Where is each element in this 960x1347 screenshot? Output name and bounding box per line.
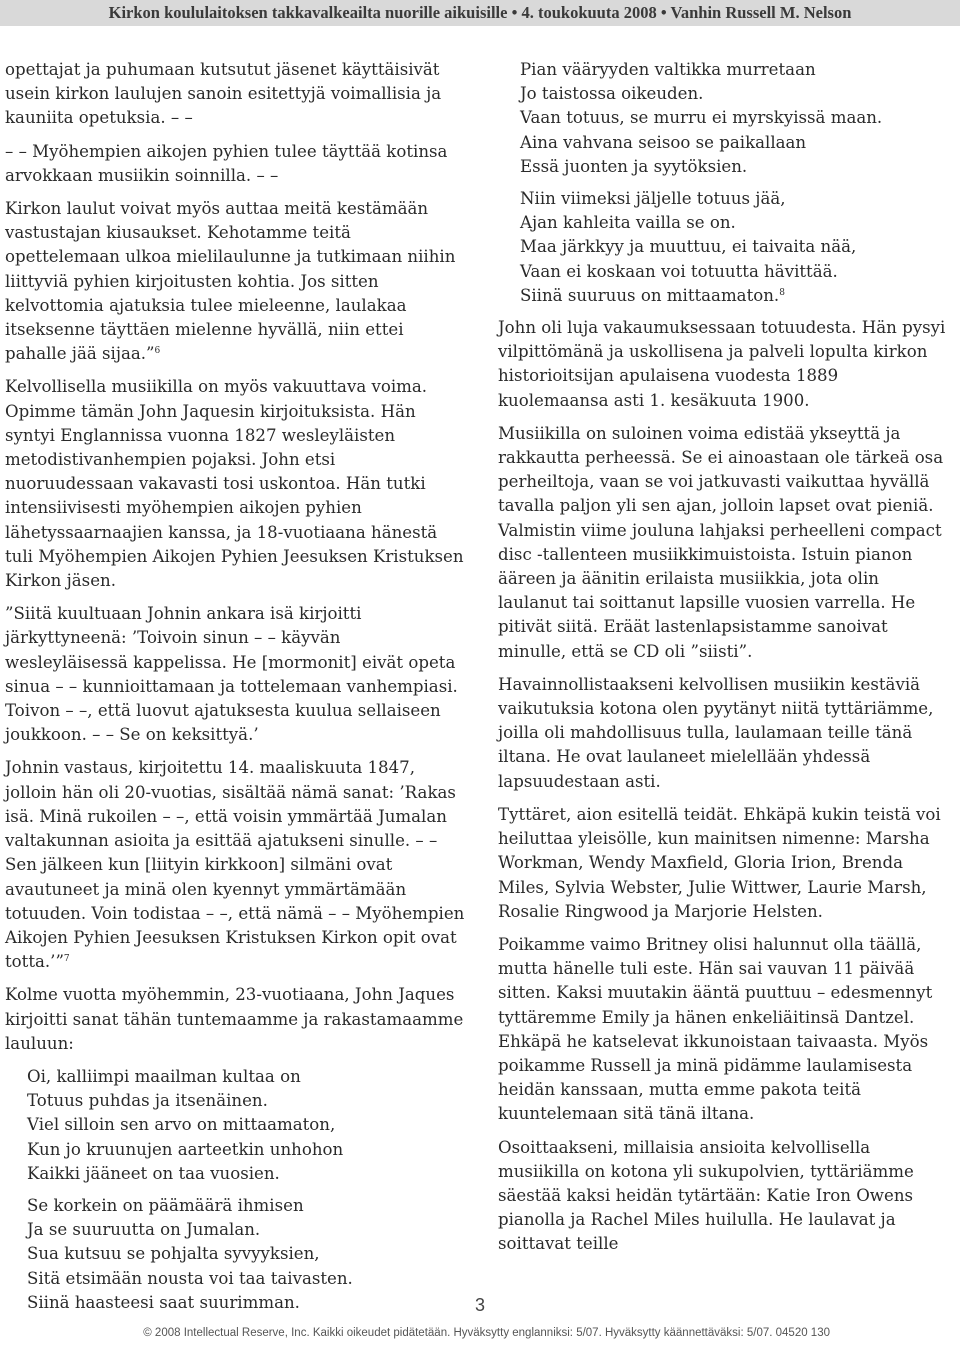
paragraph — [5, 197, 465, 366]
verse-line: Kun jo kruunujen aarteetkin unhohon — [27, 1139, 344, 1159]
verse-line: Vaan totuus, se murru ei myrskyissä maan. — [520, 108, 883, 128]
paragraph: Musiikilla on suloinen voima edistää ykseyttä ja rakkautta perheessä. Se ei ainoastaan ole tärkeä osa perheiltoja, vaan se voi jatkuvasti vaikuttaa hyvällä tavalla paljon yli sen ajan, jolloin lapset ovat pieniä. Valmistin viime jouluna lahjaksi perheelleni compact disc -tallenteen musiikkimuistoista. Istuin pianon ääreen ja äänitin erilaista musiikkia, jota olin laulanut tai soittanut lapsille vuosien varrella. He pitivät siitä. Eräät lastenlapsistamme sanoivat minulle, että se CD oli ”siisti”. — [498, 423, 944, 661]
hymn-verses-right — [520, 58, 950, 308]
stanza — [27, 1065, 465, 1186]
verse-line: Ajan kahleita vailla se on. — [520, 213, 736, 233]
verse-line: Pian vääryyden valtikka murretaan — [520, 60, 816, 79]
verse-line: Viel silloin sen arvo on mittaamaton, — [27, 1115, 336, 1135]
paragraph: Kelvollisella musiikilla on myös vakuuttava voima. Opimme tämän John Jaquesin kirjoituksista. Hän syntyi Englannissa vuonna 1827 wesleyläisten metodistivanhempien pojaksi. John etsi nuoruudessaan vakavasti tosi uskontoa. Hän tutki intensiivisesti myöhempien aikojen pyhien lähetyssaarnaajien kanssa, ja 18-vuotiaana hänestä tuli Myöhempien Aikojen Pyhien Jeesuksen Kristuksen Kirkon jäsen. — [5, 377, 464, 591]
verse-line: Siinä haasteesi saat suurimman. — [27, 1292, 300, 1312]
verse-text: Siinä suuruus on mittaamaton. — [520, 285, 780, 305]
verse-line: Sua kutsuu se pohjalta syvyyksien, — [27, 1244, 320, 1264]
stanza — [520, 187, 950, 308]
paragraph: Osoittaakseni, millaisia ansioita kelvollisella musiikilla on kotona yli sukupolvien, tyttäriämme säestää kaksi heidän tytärtään: Katie Iron Owens pianolla ja Rachel Miles huilulla. He laulavat ja soittavat teille — [498, 1137, 914, 1254]
verse-line: Kaikki jääneet on taa vuosien. — [27, 1163, 280, 1183]
paragraph: – – Myöhempien aikojen pyhien tulee täyttää kotinsa arvokkaan musiikin soinnilla. – – — [5, 141, 448, 185]
footnote-ref: 6 — [154, 346, 161, 357]
paragraph: Poikamme vaimo Britney olisi halunnut olla täällä, mutta hänelle tuli este. Hän sai vauvan 11 päivää sitten. Kaksi muutakin ääntä puuttuu – edesmennyt tyttäremme Emily ja hänen enkeliäitinsä Dantzel. Ehkäpä he katselevat ikkunoistaan taivaasta. Myös poikamme Russell ja minä pidämme laulamisesta heidän kanssaan, mutta emme pakota teitä kuuntelemaan sitä tänä iltana. — [498, 934, 933, 1124]
verse-line: Vaan ei koskaan voi totuutta hävittää. — [520, 261, 838, 281]
paragraph: ”Siitä kuultuaan Johnin ankara isä kirjoitti järkyttyneenä: ’Toivoin sinun – – käyvän wesleyläisessä kappelissa. He [mormonit] eivät opeta sinua – – kunnioittamaan ja tottelemaan vanhempiasi. Toivon – –, että luovut ajatuksesta kuulua sellaiseen joukkoon. – – Se on keksittyä.’ — [5, 604, 458, 745]
paragraph: John oli luja vakaumuksessaan totuudesta. Hän pysyi vilpittömänä ja uskollisena ja palveli lopulta kirkon historioitsijan apulaisena vuodesta 1889 kuolemaansa asti 1. kesäkuuta 1900. — [498, 318, 946, 410]
paragraph — [5, 756, 465, 974]
verse-line — [520, 284, 950, 308]
verse-line: Aina vahvana seisoo se paikallaan — [520, 132, 807, 152]
paragraph: Kolme vuotta myöhemmin, 23-vuotiaana, John Jaques kirjoitti sanat tähän tuntemaamme ja rakastamaamme lauluun: — [5, 985, 464, 1053]
verse-line: Niin viimeksi jäljelle totuus jää, — [520, 189, 786, 209]
paragraph: Tyttäret, aion esitellä teidät. Ehkäpä kukin teistä voi heiluttaa yleisölle, kun mainitsen nimenne: Marsha Workman, Wendy Maxfield, Gloria Irion, Brenda Miles, Sylvia Webster, Julie Wittwer, Laurie Marsh, Rosalie Ringwood ja Marjorie Helsten. — [498, 804, 941, 921]
paragraph-text: Kirkon laulut voivat myös auttaa meitä kestämään vastustajan kiusaukset. Kehotamme teitä opettelemaan ulkoa mielilaulunne ja tutkimaan niihin liittyviä pyhien kirjoitusten kohtia. Jos sitten kelvottomia ajatuksia tulee mieleenne, laulakaa itseksenne täyttäen mielenne hyvällä, niin ettei pahalle jää sijaa.” — [5, 199, 456, 364]
left-column — [5, 58, 465, 1323]
page-header: Kirkon koululaitoksen takkavalkeailta nuorille aikuisille • 4. toukokuuta 2008 • Vanhin Russell M. Nelson — [0, 0, 960, 26]
footnote-ref: 7 — [63, 954, 70, 965]
right-column — [498, 58, 950, 1266]
verse-line: Jo taistossa oikeuden. — [520, 84, 704, 104]
paragraph: opettajat ja puhumaan kutsutut jäsenet käyttäisivät usein kirkon laulujen sanoin esitettyjä voimallisia ja kauniita opetuksia. – – — [5, 60, 442, 128]
verse-line: Sitä etsimään nousta voi taa taivasten. — [27, 1268, 353, 1288]
page-number: 3 — [474, 1295, 485, 1315]
paragraph-text: Johnin vastaus, kirjoitettu 14. maaliskuuta 1847, jolloin hän oli 20-vuotias, sisältää nämä sanat: ’Rakas isä. Minä rukoilen – –, että voisin ymmärtää Jumalan valtakunnan asioita ja esittää ajatukseni sinulle. – – Sen jälkeen kun [liityin kirkkoon] silmäni ovat avautuneet ja minä olen kyennyt ymmärtämään totuuden. Voin todistaa – –, että nämä – – Myöhempien Aikojen Pyhien Jeesuksen Kristuksen Kirkon opit ovat totta.’” — [5, 758, 465, 972]
verse-line: Maa järkkyy ja muuttuu, ei taivaita nää, — [520, 237, 857, 257]
copyright-footer: © 2008 Intellectual Reserve, Inc. Kaikki oikeudet pidätetään. Hyväksytty englanniksi: 5/07. Hyväksytty käännettäväksi: 5/07. 04520 130 — [143, 1327, 830, 1339]
verse-line: Totuus puhdas ja itsenäinen. — [27, 1091, 268, 1111]
paragraph: Havainnollistaakseni kelvollisen musiikin kestäviä vaikutuksia kotona olen pyytänyt niitä tyttäriämme, joilla oli mahdollisuus tulla, laulamaan teille tänä iltana. He ovat laulaneet mielellään yhdessä lapsuudestaan asti. — [498, 674, 934, 791]
stanza — [520, 58, 950, 179]
hymn-verses-left — [27, 1065, 465, 1315]
verse-line: Ja se suuruutta on Jumalan. — [27, 1220, 261, 1240]
verse-line: Se korkein on päämäärä ihmisen — [27, 1195, 304, 1215]
verse-line: Oi, kalliimpi maailman kultaa on — [27, 1066, 301, 1086]
verse-line: Essä juonten ja syytöksien. — [520, 156, 748, 176]
footnote-ref: 8 — [779, 287, 785, 298]
